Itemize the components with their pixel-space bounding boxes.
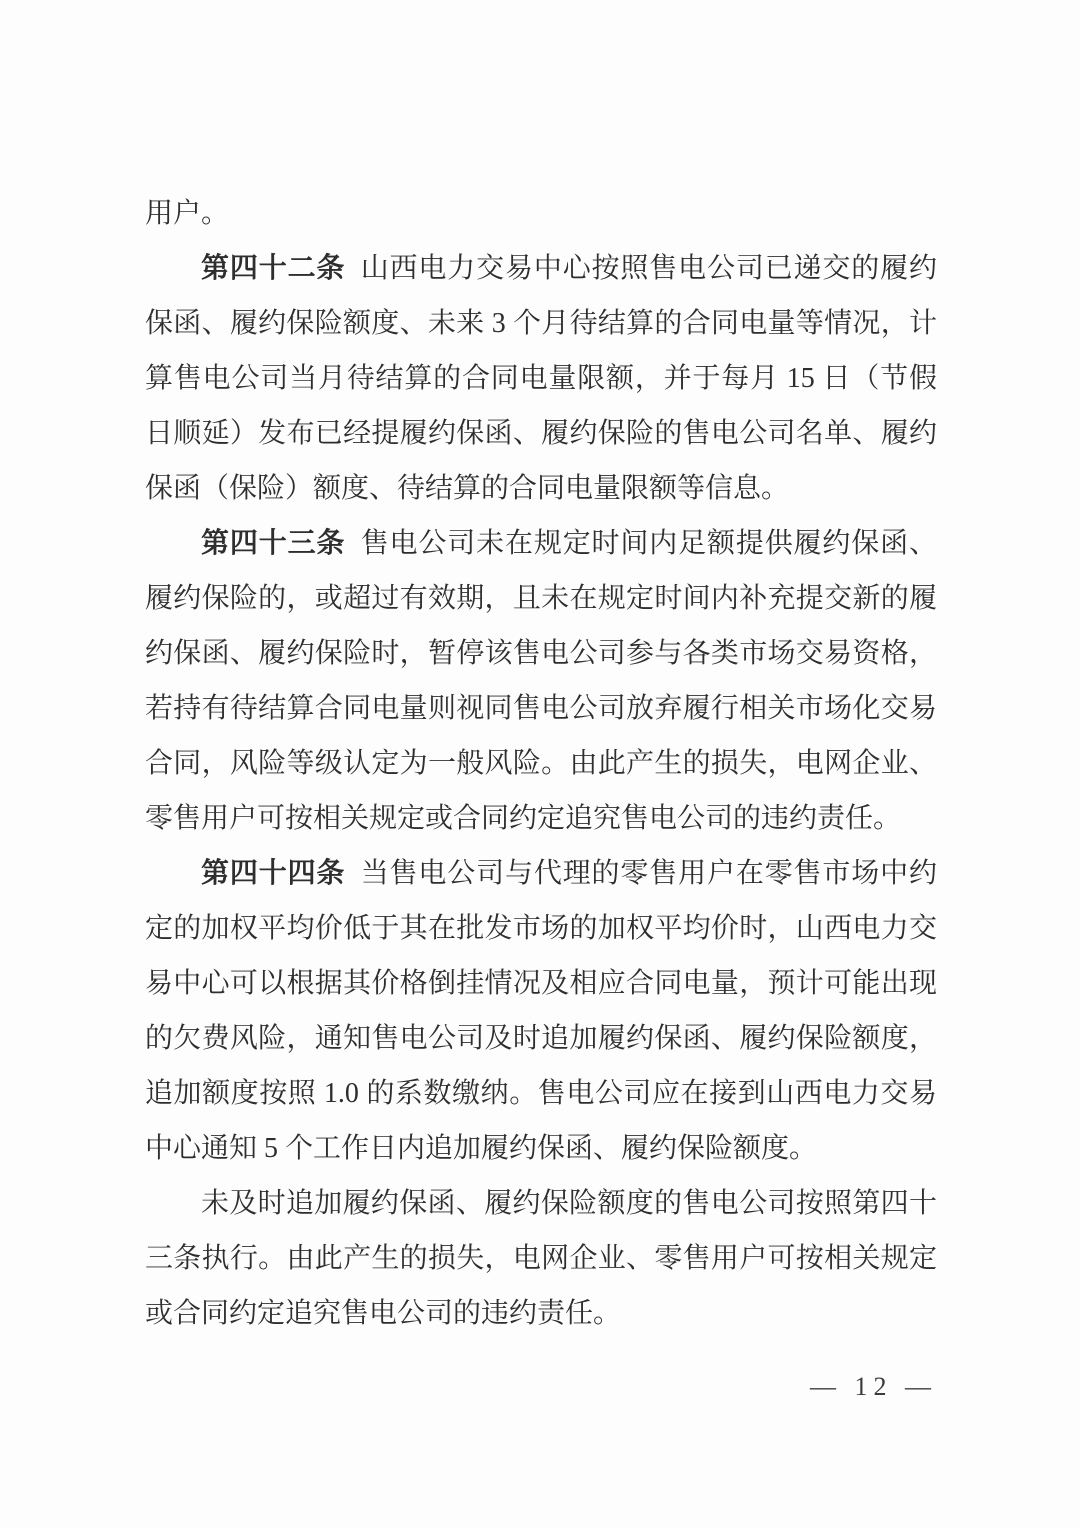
paragraph-followup <box>145 1176 937 1341</box>
document-body <box>145 186 937 1341</box>
paragraph-text: 未及时追加履约保函、履约保险额度的售电公司按照第四十三条执行。由此产生的损失，电网企业、零售用户可按相关规定或合同约定追究售电公司的违约责任。 <box>145 1188 937 1329</box>
article-number: 第四十四条 <box>201 858 346 889</box>
page-number: — 12 — <box>810 1372 937 1401</box>
paragraph-article-44 <box>145 846 937 1176</box>
paragraph-text: 售电公司未在规定时间内足额提供履约保函、履约保险的，或超过有效期，且未在规定时间内补充提交新的履约保函、履约保险时，暂停该售电公司参与各类市场交易资格，若持有待结算合同电量则视同售电公司放弃履行相关市场化交易合同，风险等级认定为一般风险。由此产生的损失，电网企业、零售用户可按相关规定或合同约定追究售电公司的违约责任。 <box>145 528 937 834</box>
paragraph-text: 山西电力交易中心按照售电公司已递交的履约保函、履约保险额度、未来 3 个月待结算的合同电量等情况，计算售电公司当月待结算的合同电量限额，并于每月 15 日（节假日顺延）发布已经提履约保函、履约保险的售电公司名单、履约保函（保险）额度、待结算的合同电量限额等信息。 <box>145 253 937 504</box>
paragraph-article-43 <box>145 516 937 846</box>
paragraph-article-42 <box>145 241 937 516</box>
paragraph-text: 用户。 <box>145 198 230 229</box>
article-number: 第四十二条 <box>201 253 346 284</box>
paragraph-continuation <box>145 186 937 241</box>
article-number: 第四十三条 <box>201 528 346 559</box>
paragraph-text: 当售电公司与代理的零售用户在零售市场中约定的加权平均价低于其在批发市场的加权平均价时，山西电力交易中心可以根据其价格倒挂情况及相应合同电量，预计可能出现的欠费风险，通知售电公司及时追加履约保函、履约保险额度，追加额度按照 1.0 的系数缴纳。售电公司应在接到山西电力交易中心通知 5 个工作日内追加履约保函、履约保险额度。 <box>145 858 937 1164</box>
